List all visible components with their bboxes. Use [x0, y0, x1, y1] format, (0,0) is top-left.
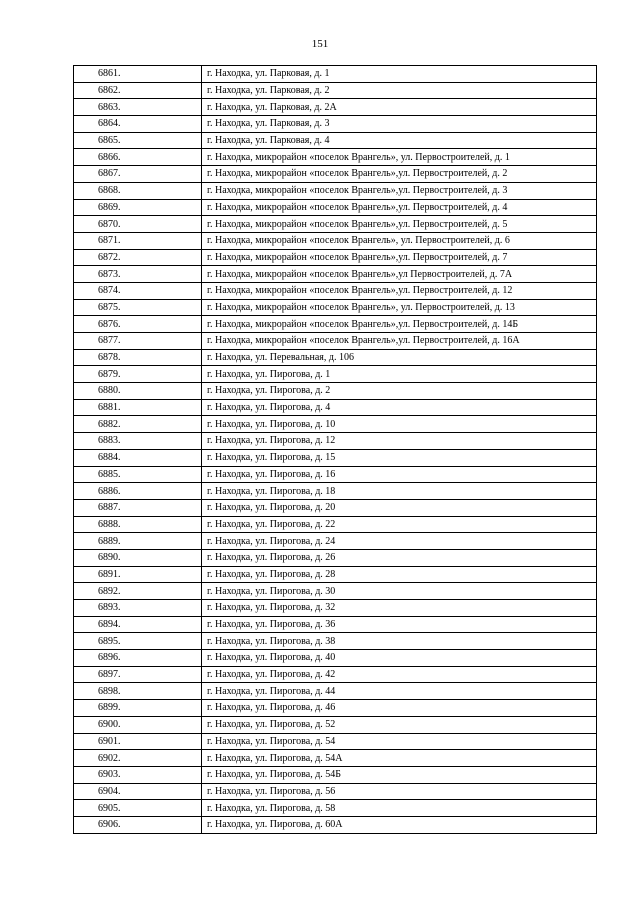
row-number-cell: 6863.: [74, 99, 202, 116]
row-number-cell: 6872.: [74, 249, 202, 266]
table-row: [74, 216, 597, 233]
table-row: [74, 82, 597, 99]
table-row: [74, 633, 597, 650]
row-number-cell: 6861.: [74, 66, 202, 83]
address-cell: г. Находка, ул. Пирогова, д. 60А: [202, 816, 597, 833]
row-number-cell: 6894.: [74, 616, 202, 633]
row-number-cell: 6897.: [74, 666, 202, 683]
row-number-cell: 6879.: [74, 366, 202, 383]
address-cell: г. Находка, ул. Пирогова, д. 10: [202, 416, 597, 433]
address-cell: г. Находка, ул. Парковая, д. 1: [202, 66, 597, 83]
row-number-cell: 6865.: [74, 132, 202, 149]
table-row: [74, 516, 597, 533]
table-row: [74, 750, 597, 767]
address-cell: г. Находка, ул. Пирогова, д. 44: [202, 683, 597, 700]
table-row: [74, 733, 597, 750]
address-cell: г. Находка, ул. Пирогова, д. 36: [202, 616, 597, 633]
table-row: [74, 199, 597, 216]
address-cell: г. Находка, микрорайон «поселок Врангель», ул. Первостроителей, д. 6: [202, 232, 597, 249]
row-number-cell: 6904.: [74, 783, 202, 800]
row-number-cell: 6903.: [74, 766, 202, 783]
table-row: [74, 466, 597, 483]
address-table: [73, 65, 597, 834]
table-row: [74, 116, 597, 133]
row-number-cell: 6902.: [74, 750, 202, 767]
table-row: [74, 600, 597, 617]
address-cell: г. Находка, ул. Пирогова, д. 54А: [202, 750, 597, 767]
table-row: [74, 650, 597, 667]
address-cell: г. Находка, ул. Пирогова, д. 24: [202, 533, 597, 550]
address-cell: г. Находка, ул. Пирогова, д. 58: [202, 800, 597, 817]
address-cell: г. Находка, ул. Пирогова, д. 20: [202, 499, 597, 516]
row-number-cell: 6869.: [74, 199, 202, 216]
table-row: [74, 766, 597, 783]
table-row: [74, 816, 597, 833]
row-number-cell: 6889.: [74, 533, 202, 550]
row-number-cell: 6896.: [74, 650, 202, 667]
address-cell: г. Находка, ул. Пирогова, д. 32: [202, 600, 597, 617]
row-number-cell: 6866.: [74, 149, 202, 166]
address-cell: г. Находка, ул. Пирогова, д. 42: [202, 666, 597, 683]
address-cell: г. Находка, ул. Пирогова, д. 1: [202, 366, 597, 383]
row-number-cell: 6871.: [74, 232, 202, 249]
table-row: [74, 333, 597, 350]
table-row: [74, 249, 597, 266]
table-row: [74, 416, 597, 433]
address-cell: г. Находка, микрорайон «поселок Врангель»,ул. Первостроителей, д. 16А: [202, 333, 597, 350]
address-cell: г. Находка, ул. Пирогова, д. 54Б: [202, 766, 597, 783]
address-cell: г. Находка, ул. Пирогова, д. 15: [202, 449, 597, 466]
address-cell: г. Находка, ул. Парковая, д. 3: [202, 116, 597, 133]
address-cell: г. Находка, микрорайон «поселок Врангель»,ул Первостроителей, д. 7А: [202, 266, 597, 283]
row-number-cell: 6883.: [74, 433, 202, 450]
table-row: [74, 282, 597, 299]
address-cell: г. Находка, ул. Пирогова, д. 30: [202, 583, 597, 600]
table-row: [74, 783, 597, 800]
row-number-cell: 6891.: [74, 566, 202, 583]
address-cell: г. Находка, ул. Пирогова, д. 22: [202, 516, 597, 533]
table-row: [74, 349, 597, 366]
table-row: [74, 499, 597, 516]
table-row: [74, 449, 597, 466]
address-cell: г. Находка, ул. Пирогова, д. 2: [202, 383, 597, 400]
address-cell: г. Находка, микрорайон «поселок Врангель», ул. Первостроителей, д. 13: [202, 299, 597, 316]
table-row: [74, 99, 597, 116]
table-row: [74, 549, 597, 566]
table-row: [74, 800, 597, 817]
address-cell: г. Находка, ул. Пирогова, д. 56: [202, 783, 597, 800]
table-row: [74, 533, 597, 550]
address-cell: г. Находка, ул. Пирогова, д. 26: [202, 549, 597, 566]
row-number-cell: 6864.: [74, 116, 202, 133]
address-cell: г. Находка, микрорайон «поселок Врангель»,ул. Первостроителей, д. 3: [202, 182, 597, 199]
table-row: [74, 616, 597, 633]
table-row: [74, 366, 597, 383]
address-cell: г. Находка, ул. Пирогова, д. 40: [202, 650, 597, 667]
address-cell: г. Находка, микрорайон «поселок Врангель»,ул. Первостроителей, д. 2: [202, 166, 597, 183]
row-number-cell: 6862.: [74, 82, 202, 99]
table-row: [74, 483, 597, 500]
row-number-cell: 6874.: [74, 282, 202, 299]
address-cell: г. Находка, микрорайон «поселок Врангель»,ул. Первостроителей, д. 5: [202, 216, 597, 233]
row-number-cell: 6887.: [74, 499, 202, 516]
table-row: [74, 399, 597, 416]
address-cell: г. Находка, ул. Пирогова, д. 54: [202, 733, 597, 750]
row-number-cell: 6881.: [74, 399, 202, 416]
table-row: [74, 299, 597, 316]
table-row: [74, 266, 597, 283]
table-row: [74, 66, 597, 83]
row-number-cell: 6867.: [74, 166, 202, 183]
row-number-cell: 6901.: [74, 733, 202, 750]
table-row: [74, 182, 597, 199]
row-number-cell: 6882.: [74, 416, 202, 433]
table-row: [74, 166, 597, 183]
table-row: [74, 433, 597, 450]
row-number-cell: 6906.: [74, 816, 202, 833]
row-number-cell: 6885.: [74, 466, 202, 483]
row-number-cell: 6899.: [74, 700, 202, 717]
table-row: [74, 583, 597, 600]
row-number-cell: 6898.: [74, 683, 202, 700]
row-number-cell: 6888.: [74, 516, 202, 533]
row-number-cell: 6905.: [74, 800, 202, 817]
page-number: 151: [311, 38, 329, 50]
address-cell: г. Находка, ул. Перевальная, д. 106: [202, 349, 597, 366]
row-number-cell: 6886.: [74, 483, 202, 500]
table-row: [74, 383, 597, 400]
address-cell: г. Находка, микрорайон «поселок Врангель»,ул. Первостроителей, д. 14Б: [202, 316, 597, 333]
row-number-cell: 6890.: [74, 549, 202, 566]
table-row: [74, 232, 597, 249]
address-cell: г. Находка, ул. Пирогова, д. 46: [202, 700, 597, 717]
address-cell: г. Находка, ул. Пирогова, д. 4: [202, 399, 597, 416]
address-cell: г. Находка, ул. Парковая, д. 4: [202, 132, 597, 149]
address-cell: г. Находка, ул. Пирогова, д. 12: [202, 433, 597, 450]
table-row: [74, 566, 597, 583]
table-row: [74, 716, 597, 733]
row-number-cell: 6900.: [74, 716, 202, 733]
address-cell: г. Находка, ул. Пирогова, д. 52: [202, 716, 597, 733]
address-cell: г. Находка, ул. Пирогова, д. 28: [202, 566, 597, 583]
address-cell: г. Находка, ул. Парковая, д. 2: [202, 82, 597, 99]
table-row: [74, 316, 597, 333]
address-cell: г. Находка, ул. Парковая, д. 2А: [202, 99, 597, 116]
row-number-cell: 6880.: [74, 383, 202, 400]
row-number-cell: 6870.: [74, 216, 202, 233]
row-number-cell: 6893.: [74, 600, 202, 617]
address-cell: г. Находка, микрорайон «поселок Врангель»,ул. Первостроителей, д. 12: [202, 282, 597, 299]
table-row: [74, 700, 597, 717]
row-number-cell: 6892.: [74, 583, 202, 600]
table-row: [74, 683, 597, 700]
row-number-cell: 6875.: [74, 299, 202, 316]
table-row: [74, 149, 597, 166]
address-cell: г. Находка, ул. Пирогова, д. 16: [202, 466, 597, 483]
address-table-body: [74, 66, 597, 834]
row-number-cell: 6895.: [74, 633, 202, 650]
row-number-cell: 6884.: [74, 449, 202, 466]
row-number-cell: 6876.: [74, 316, 202, 333]
address-cell: г. Находка, микрорайон «поселок Врангель», ул. Первостроителей, д. 1: [202, 149, 597, 166]
address-cell: г. Находка, микрорайон «поселок Врангель»,ул. Первостроителей, д. 4: [202, 199, 597, 216]
table-row: [74, 666, 597, 683]
row-number-cell: 6868.: [74, 182, 202, 199]
row-number-cell: 6878.: [74, 349, 202, 366]
row-number-cell: 6873.: [74, 266, 202, 283]
address-cell: г. Находка, ул. Пирогова, д. 18: [202, 483, 597, 500]
table-row: [74, 132, 597, 149]
address-cell: г. Находка, ул. Пирогова, д. 38: [202, 633, 597, 650]
address-cell: г. Находка, микрорайон «поселок Врангель»,ул. Первостроителей, д. 7: [202, 249, 597, 266]
row-number-cell: 6877.: [74, 333, 202, 350]
